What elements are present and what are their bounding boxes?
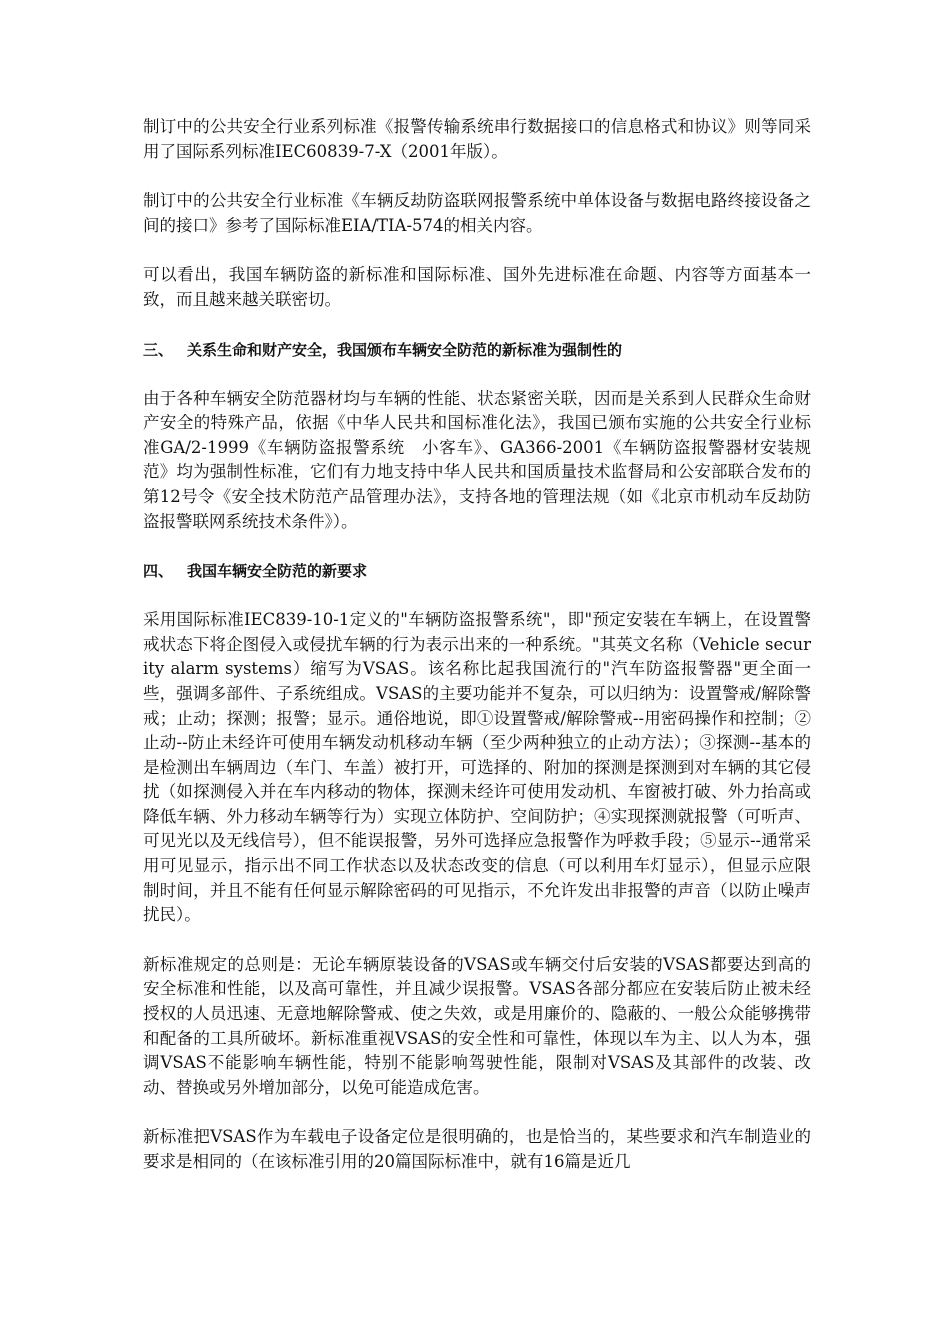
- paragraph-conclusion: 可以看出，我国车辆防盗的新标准和国际标准、国外先进标准在命题、内容等方面基本一致，而且越来越关联密切。: [143, 265, 811, 309]
- paragraph-general-rules: 新标准规定的总则是：无论车辆原装设备的VSAS或车辆交付后安装的VSAS都要达到高的安全标准和性能，以及高可靠性，并且减少误报警。VSAS各部分都应在安装后防止被未经授权的人员迅速、无意地解除警戒、使之失效，或是用廉价的、隐蔽的、一般公众能够携带和配备的工具所破坏。新标准重视VSAS的安全性和可靠性，体现以车为主、以人为本，强调VSAS不能影响车辆性能，特别不能影响驾驶性能，限制对VSAS及其部件的改装、改动、替换或另外增加部分，以免可能造成危害。: [143, 954, 811, 1097]
- section-number: 四、: [143, 562, 174, 581]
- paragraph-standard-serial-interface: 制订中的公共安全行业系列标准《报警传输系统串行数据接口的信息格式和协议》则等同采用了国际系列标准IEC60839-7-X（2001年版）。: [143, 117, 811, 161]
- paragraph-vsas-definition: 采用国际标准IEC839-10-1定义的"车辆防盗报警系统"，即"预定安装在车辆上，在设置警戒状态下将企图侵入或侵扰车辆的行为表示出来的一种系统。"其英文名称（Vehicle security alarm systems）缩写为VSAS。该名称比起我国流行的"汽车防盗报警器"更全面一些，强调多部件、子系统组成。VSAS的主要功能并不复杂，可以归纳为：设置警戒/解除警戒；止动；探测；报警；显示。通俗地说，即①设置警戒/解除警戒--用密码操作和控制；②止动--防止未经许可使用车辆发动机移动车辆（至少两种独立的止动方法）；③探测--基本的是检测出车辆周边（车门、车盖）被打开，可选择的、附加的探测是探测到对车辆的其它侵扰（如探测侵入并在车内移动的物体，探测未经许可使用发动机、车窗被打破、外力抬高或降低车辆、外力移动车辆等行为）实现立体防护、空间防护；④实现探测就报警（可听声、可见光以及无线信号），但不能误报警，另外可选择应急报警作为呼救手段；⑤显示--通常采用可见显示，指示出不同工作状态以及状态改变的信息（可以利用车灯显示），但显示应限制时间，并且不能有任何显示解除密码的可见指示，不允许发出非报警的声音（以防止噪声扰民）。: [143, 610, 811, 925]
- section-heading-3: [143, 338, 811, 362]
- document-page: [143, 115, 811, 1200]
- paragraph-mandatory-standards: 由于各种车辆安全防范器材均与车辆的性能、状态紧密关联，因而是关系到人民群众生命财产安全的特殊产品，依据《中华人民共和国标准化法》，我国已颁布实施的公共安全行业标准GA/2-1999《车辆防盗报警系统 小客车》、GA366-2001《车辆防盗报警器材安装规范》均为强制性标准，它们有力地支持中华人民共和国质量技术监督局和公安部联合发布的第12号令《安全技术防范产品管理办法》，支持各地的管理法规（如《北京市机动车反劫防盗报警联网系统技术条件》）。: [143, 388, 811, 531]
- paragraph-vehicle-electronics: 新标准把VSAS作为车载电子设备定位是很明确的，也是恰当的，某些要求和汽车制造业的要求是相同的（在该标准引用的20篇国际标准中，就有16篇是近几: [143, 1127, 811, 1171]
- section-title: 我国车辆安全防范的新要求: [187, 562, 368, 581]
- paragraph-standard-interface: 制订中的公共安全行业标准《车辆反劫防盗联网报警系统中单体设备与数据电路终接设备之间的接口》参考了国际标准EIA/TIA-574的相关内容。: [143, 191, 811, 235]
- section-heading-4: [143, 559, 811, 583]
- section-title: 关系生命和财产安全，我国颁布车辆安全防范的新标准为强制性的: [187, 340, 623, 359]
- section-number: 三、: [143, 340, 174, 359]
